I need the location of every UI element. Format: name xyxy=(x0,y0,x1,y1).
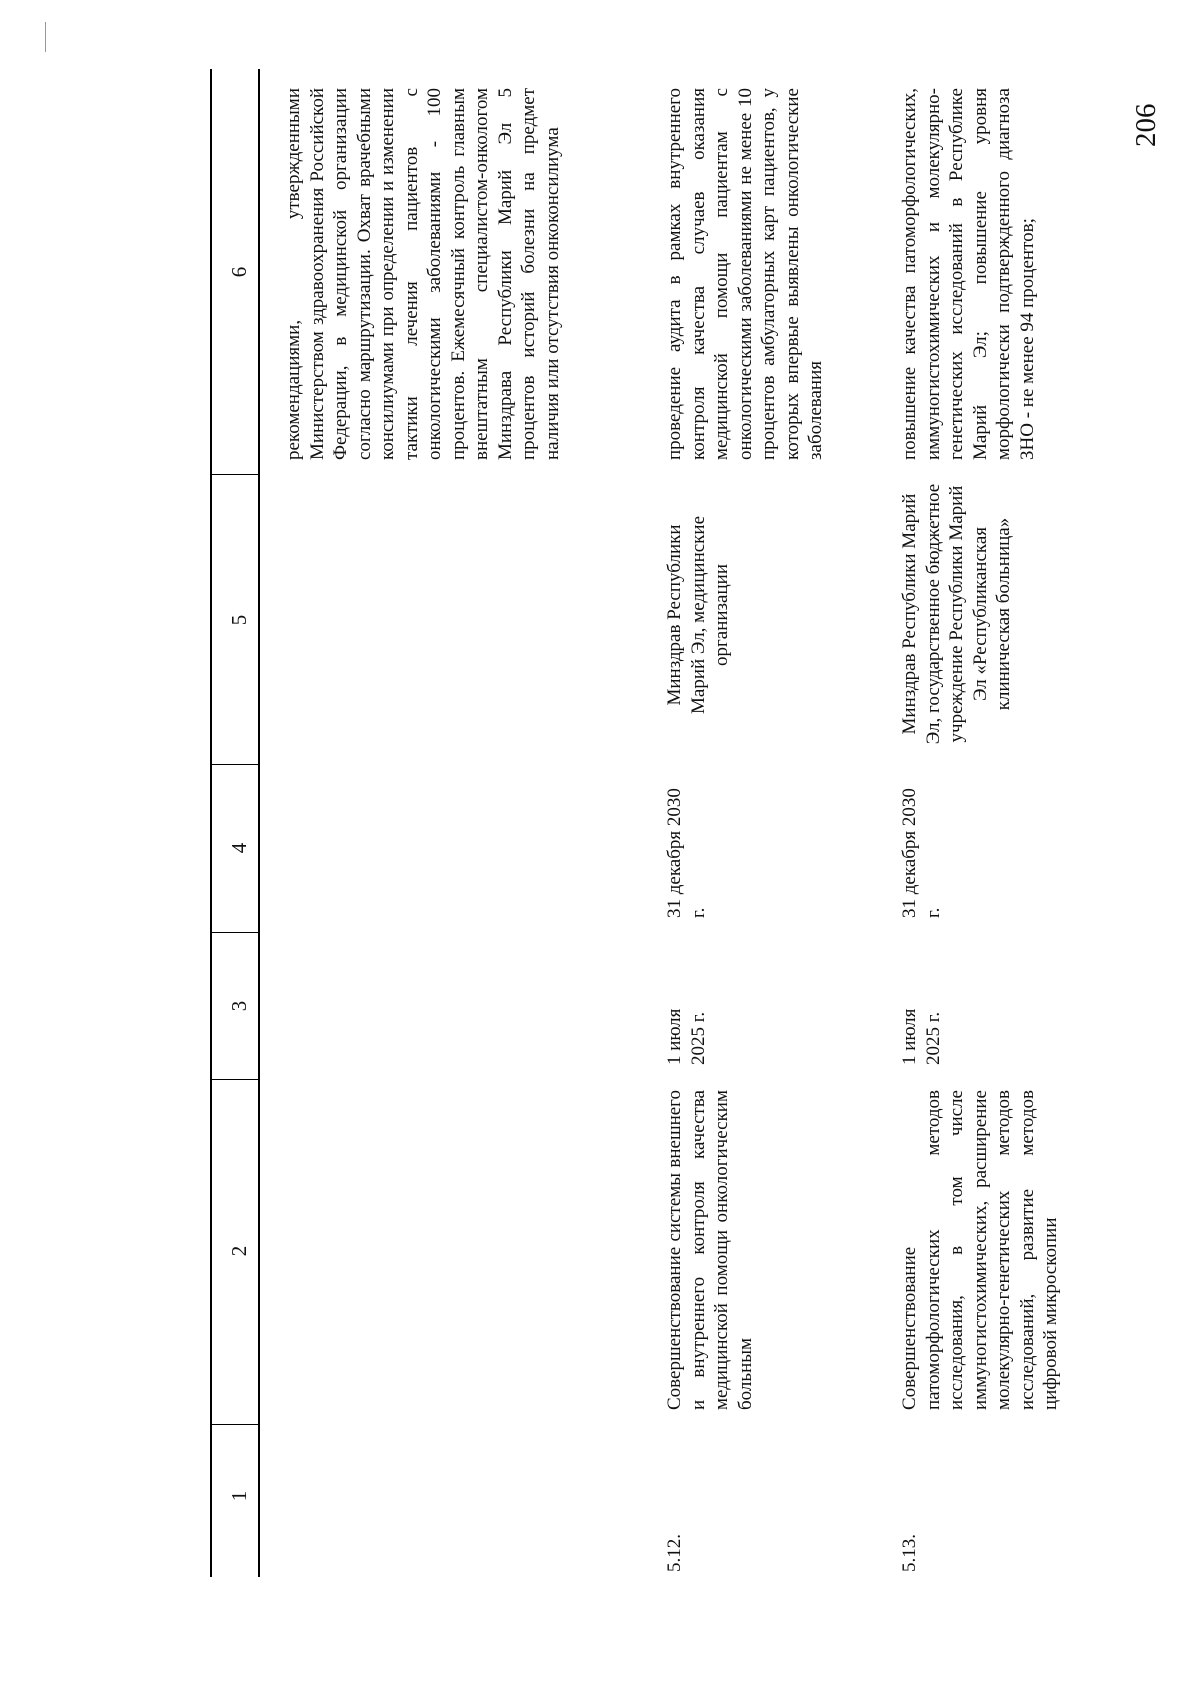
row-measure-name: Совершенствование системы внешнего и внутреннего контроля качества медицинской помощи онкологическим больным xyxy=(664,1090,756,1410)
row-responsible: Минздрав Республики Марий Эл, государственное бюджетное учреждение Республики Марий Эл «Республиканская клиническая больница» xyxy=(899,483,1014,745)
column-header-3: 3 xyxy=(227,1000,251,1012)
column-header-6: 6 xyxy=(227,266,251,278)
column-header-5: 5 xyxy=(227,614,251,626)
row-result: проведение аудита в рамках внутреннего контроля качества случаев оказания медицинской помощи пациентам с онкологическими заболеваниями не менее 10 процентов амбулаторных карт пациентов, у которых впервые выявлены онкологические заболевания xyxy=(664,88,826,460)
col-divider xyxy=(210,474,258,475)
row-responsible: Минздрав Республики Марий Эл, медицинские организации xyxy=(664,516,732,714)
row-number: 5.12. xyxy=(664,1534,685,1572)
row-end-date: 31 декабря 2030 г. xyxy=(899,788,944,918)
row-number: 5.13. xyxy=(899,1534,920,1572)
continued-result-text: рекомендациями, утвержденными Министерством здравоохранения Российской Федерации, в медицинской организации согласно маршрутизации. Охват врачебными консилиумами при определении и изменении тактики лечения пациентов с онкологическими заболеваниями - 100 процентов. Ежемесячный контроль главным внештатным специалистом-онкологом Минздрава Республики Марий Эл 5 процентов историй болезни на предмет наличия или отсутствия онкоконсилиума xyxy=(283,88,563,460)
column-header-2: 2 xyxy=(227,1245,251,1257)
row-measure-name: Совершенствование патоморфологических методов исследования, в том числе иммуногистохимических, расширение молекулярно-генетических методов исследований, развитие методов цифровой микроскопии xyxy=(899,1090,1061,1410)
row-end-date: 31 декабря 2030 г. xyxy=(664,788,709,918)
row-start-date: 1 июля 2025 г. xyxy=(664,1008,709,1065)
column-header-1: 1 xyxy=(227,1490,251,1502)
row-result: повышение качества патоморфологических, иммуногистохимических и молекулярно-генетических исследований в Республике Марий Эл; повышение уровня морфологически подтвержденного диагноза ЗНО - не менее 94 процентов; xyxy=(899,88,1038,460)
table-top-rule xyxy=(210,69,212,1577)
column-header-4: 4 xyxy=(227,842,251,854)
col-divider xyxy=(210,932,258,933)
col-divider xyxy=(210,1079,258,1080)
page-number: 206 xyxy=(1130,103,1162,147)
header-bottom-rule xyxy=(258,69,260,1577)
scan-mark xyxy=(45,22,46,52)
col-divider xyxy=(210,1424,258,1425)
col-divider xyxy=(210,764,258,765)
row-start-date: 1 июля 2025 г. xyxy=(899,1008,944,1065)
